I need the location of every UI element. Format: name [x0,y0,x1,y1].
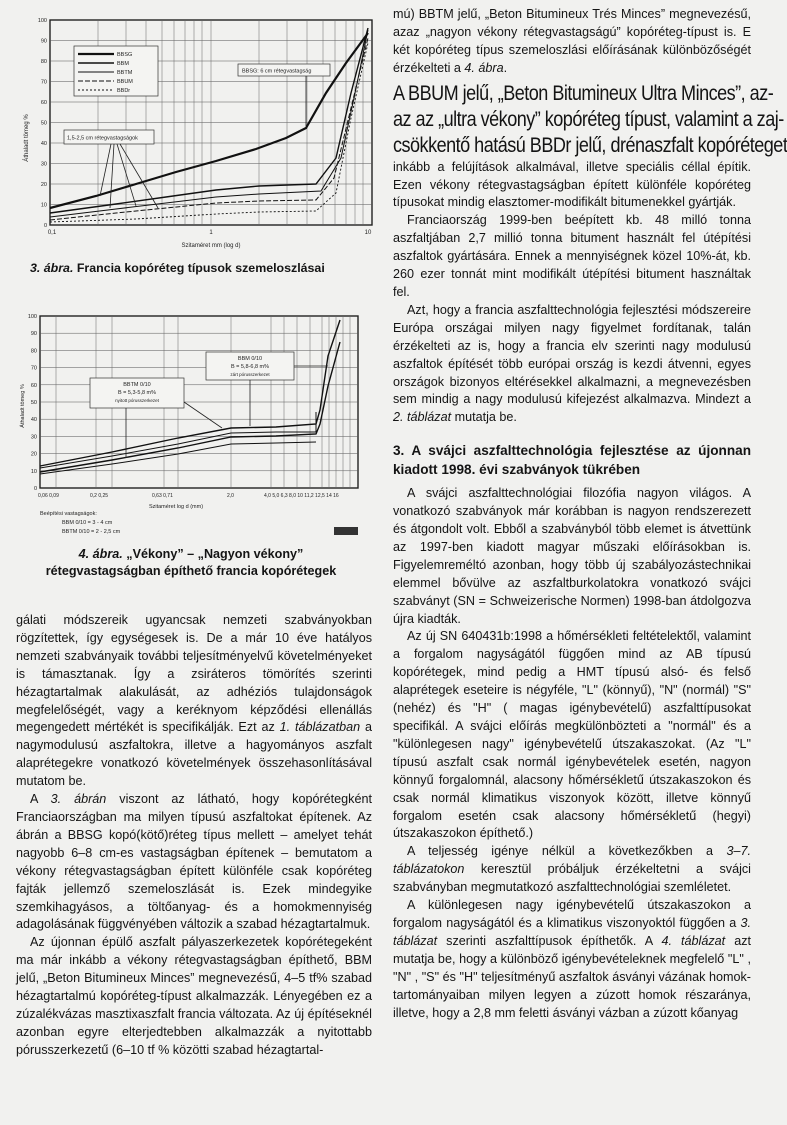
x-axis-label: Szitaméret mm (log d) [181,243,241,249]
left-column [16,612,372,1060]
y-tick: 100 [37,18,47,24]
y-tick: 20 [30,451,37,458]
right-column [393,6,787,1022]
legend-label: BBUM [117,79,133,85]
annotation-line: nyitott pórusszerkezet [115,398,159,403]
annotation-title: BBTM 0/10 [123,382,151,388]
y-tick: 0 [43,223,47,229]
legend-line: BBM 0/10 = 3 - 4 cm [62,520,113,526]
figure-4-chart [16,306,366,544]
annotation-line: zárt pórusszerkezet [230,372,270,377]
paragraph [393,6,751,78]
text: azt mutatja be, hogy a különböző igénybevételeknek megfelelő "L" , "N" , "S" és "H" teljesítményű aszfaltok ásványi vázának homok-tartományaiban milyen legyen a zúzott homok részaránya, illetve, hogy a 2,8 mm feletti ásványi vázban a zúzott kőanyag [393,933,751,1020]
y-tick: 50 [40,120,47,127]
publisher-stamp [334,527,358,535]
figure-3-caption [30,260,325,277]
y-tick: 70 [30,365,37,372]
y-tick: 100 [27,314,37,320]
y-tick: 70 [40,79,47,86]
reference: 4. ábra [464,60,504,75]
text: keresztül próbáljuk érzékeltetni a svájci szabványban megmutatkozó aszfalttechnológiai szemléletet. [393,862,751,895]
x-tick: 0,1 [47,230,57,236]
curve-bbm-lower [40,342,340,472]
text: A teljesség igénye nélkül a következőkben a [407,844,727,859]
y-tick: 80 [30,348,37,355]
text: Azt, hogy a francia aszfalttechnológia fejlesztési módszereire Európa országai milyen nagy figyelmet fordítanak, talán érzékelteti az is, hogy a francia elv szerinti nagy modulusú aszfaltok építését több európai ország is kezdi átvenni, egyes országok bizonyos eltérésekkel alkalmazni, a megnevezésben sem mindig a nagy modulusú kifejezést alkalmazva. Mindezt a [393,302,751,407]
x-tick: 1 [209,230,213,236]
annotation-label: 1,5-2,5 cm rétegvastagságok [67,135,138,142]
x-tick: 10 [364,230,372,236]
caption-text: „Vékony” – „Nagyon vékony” [126,547,304,561]
caption-number: 4. ábra. [78,547,123,561]
text: mú) BBTM jelű, „Beton Bitumineux Trés Minces” megnevezésű, azaz „nagyon vékony rétegvastagságú” kopóréteg-típust is. E két kopóréteg típus szemeloszlási előírásának különbözőségét érzékelteti a [393,7,751,75]
enlarged-line: csökkentő hatású BBDr jelű, drénaszfalt kopóréteget [393,133,787,157]
annotation-title: BBM 0/10 [237,356,263,362]
y-tick: 60 [30,382,37,389]
legend-label: BBM [117,61,129,67]
annotation-line: B = 5,3-5,8 m% [117,390,157,396]
text: . [503,60,508,75]
paragraph [393,843,751,897]
y-tick: 50 [30,400,37,406]
y-tick: 30 [40,161,47,168]
text: gálati módszereik ugyancsak nemzeti szabványokban rögzítettek, így egységesek is. De a már 10 éve hatályos nemzeti szabványaik további teljesítményelvű követelményeket is támasztanak. Így a zsiráteros tömörítés szerinti hézagtartalmak alakulását, az adhéziós tulajdonságok megfelelőségét, vagy a keréknyom képződési ellenállás megengedett mértékét is specifikálják. Ezt az [16,613,372,735]
annotation-label: BBSG: 6 cm rétegvastagság [242,68,312,75]
y-tick: 60 [40,100,47,106]
y-tick: 20 [40,182,47,188]
caption-number: 3. ábra. [30,261,74,275]
text: mutatja be. [451,410,517,425]
paragraph [16,612,372,791]
text: A [30,792,51,807]
x-tick: 0,06 0,09 [38,493,59,499]
figure-3 [16,8,372,284]
y-tick: 90 [40,38,47,45]
reference: 4. táblázat [661,933,726,948]
paragraph: Az újonnan épülő aszfalt pályaszerkezetek kopórétegeként ma már inkább a vékony rétegvastagságban építhető, BBM jelű, „Beton Bitumineux Minces” megnevezésű, 4–5 tf% szabad hézagtartalmú kopóréteg-típust alkalmazzák. Lényegében ez a zúzalékvázas masztixaszfalt francia változata. Az új építéseknél azonban egyre elterjedtebben alkalmazzák a nyitottabb pórusszerkezetű (6–10 tf % közötti szabad hézagtartal- [16,935,372,1057]
y-tick: 40 [30,417,37,424]
x-tick: 4,0 5,0 6,3 8,0 10 11,2 12,5 14 16 [264,493,339,499]
text: A különlegesen nagy igénybevételű útszakaszokon a forgalom nagyságától és a klimatikus viszonyoktól függően a [393,898,751,930]
section-heading: 3. A svájci aszfalttechnológia fejlesztése az újonnan kiadott 1998. évi szabványok tükrében [393,443,751,478]
text: szerinti aszfalttípusok építhetők. A [437,933,662,948]
figure-3-chart [16,8,372,258]
text: viszont az látható, hogy kopórétegként Franciaországban ma milyen típusú aszfaltokat építenek. Az ábrán a BBSG kopó(kötő)réteg típus mellett – amelyet tehát nagyobb 6–8 cm-es vastagságban építenek – bemutatom a vékony rétegvastagságban épített különféle csak kopóréteg fajták jellemző szemeloszlását is. Ezek mindegyike szemkihagyásos, a töltőanyag- és a homokmennyiség adagolásának függvényében változik a szabad hézagtartalmuk. [16,792,372,932]
paragraph: inkább a felújítások alkalmával, illetve speciális céllal építik. Ezen vékony rétegvastagságban épített különféle kopóréteg típusokat mindig elasztomer-modifikált bitumenekkel gyártják. [393,159,751,210]
paragraph [393,897,751,1022]
paragraph [16,791,372,934]
figure-4 [16,306,366,586]
reference: 3. ábrán [50,792,107,807]
enlarged-line: az az „ultra vékony” kopóréteg típust, valamint a zaj- [393,107,784,131]
enlarged-line: A BBUM jelű, „Beton Bitumineux Ultra Minces”, az- [393,81,774,105]
x-tick: 2,0 [227,493,234,499]
y-axis-label: Áthaladt tömeg % [20,384,26,428]
y-tick: 0 [33,486,37,492]
reference: 2. táblázat [393,410,452,425]
reference: 3. táblázat [393,915,751,948]
paragraph: A svájci aszfalttechnológiai filozófia nagyon világos. A vonatkozó szabványok már korábban is nagyon rendszerezett és átgondolt volt. Ebből a szabványból több elemet is átvettünk az 1997-ben kiadott magyar műszaki előírásokban is. Figyelemreméltó azonban, hogy több új szabályozástechnikai elemmel bővülve az aszfaltburkolatokra vonatkozó svájci szabványt (SN = Schweizerische Normen) 1998-ban átdolgozva újra kiadták. [393,486,751,626]
x-tick: 0,2 0,25 [90,493,109,499]
text: a nagymodulusú aszfaltokra, illetve a hagyományos aszfalt alaprétegekre vonatkozó követelmények összehasonlításával mutatom be. [16,720,372,789]
y-axis-label: Áthaladt tömeg % [24,114,30,162]
y-tick: 80 [40,59,47,65]
annotation-line: B = 5,8-6,8 m% [230,364,270,370]
caption-text: rétegvastagságban építhető francia kopórétegek [45,564,337,578]
curve-bbm-upper [40,320,340,466]
reference: 1. táblázatban [279,720,361,735]
legend-line: BBTM 0/10 = 2 - 2,5 cm [62,529,121,535]
paragraph: Franciaország 1999-ben beépített kb. 48 milló tonna aszfaltjában 2,7 millió tonna bitument használt fel útépítési aszfaltok gyártására. Ennek a mennyiségnek közel 10%-át, kb. 260 ezer tonnát mint modifikált útépítési bitument használtak fel. [393,213,751,299]
x-tick: 0,63 0,71 [152,493,173,499]
x-axis-label: Szitaméret log d (mm) [148,504,204,510]
legend-label: BBSG [117,52,133,58]
legend-label: BBDr [117,88,131,94]
caption-text: Francia kopóréteg típusok szemeloszlásai [76,261,325,275]
paragraph [393,302,751,427]
legend-label: BBTM [117,70,133,76]
y-tick: 30 [30,434,37,441]
reference: 3–7. táblázatokon [393,844,751,877]
legend-title: Beépítési vastagságok: [40,511,97,517]
y-tick: 90 [30,331,37,338]
figure-4-caption [16,546,366,580]
paragraph: Az új SN 640431b:1998 a hőmérsékleti feltételektől, valamint a forgalom nagyságától függően mind az AB típusú kopórétegek, mind pedig a HMT típusú alsó- és felső alaprétegek eseteire is négyféle, "L" (könnyű), "N" (normál) "S" (nehéz) és "H" ( magas igénybevételű) aszfalttípusokat specifikál. A svájci előírás megkülönbözteti a "normál" és a "különlegesen nagy" igénybevételű útszakaszokat. (Az "L" típusú aszfalt csak normál igénybevételek esetén, nagyon könnyű forgalomnál, alacsony hőmérsékletű útszakaszokon és csak normál klimatikus viszonyok között, illetve könnyű forgalom esetén csak alacsony hőmérsékletű (hegyi) útszakaszokon építhető.) [393,629,751,841]
y-tick: 40 [40,141,47,147]
y-tick: 10 [40,202,47,209]
y-tick: 10 [30,468,37,475]
